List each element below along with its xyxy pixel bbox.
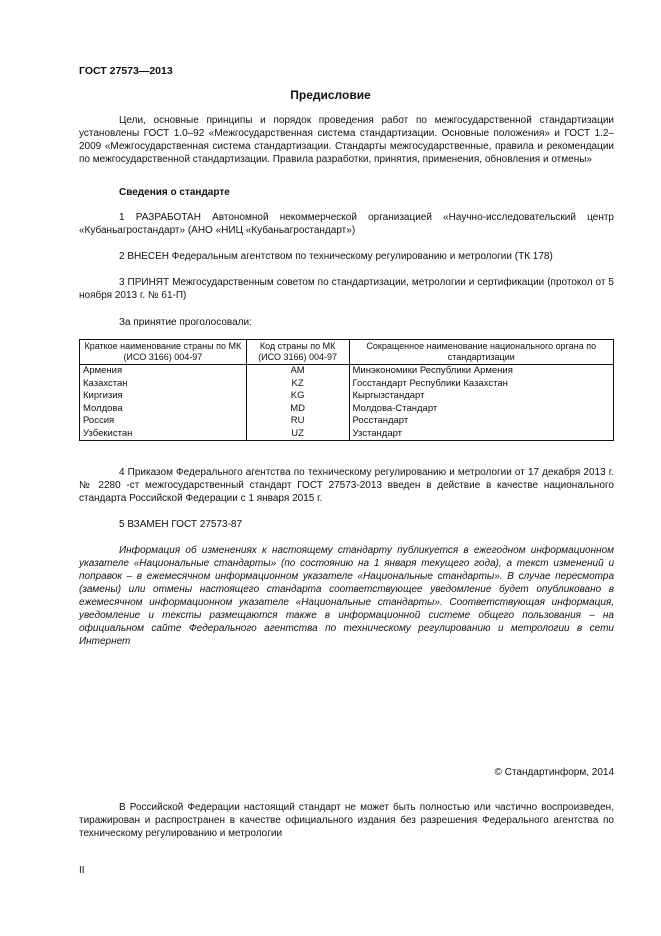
standards-body: Узстандарт xyxy=(349,428,614,441)
country-code: KG xyxy=(246,390,349,403)
item-4-order: 4 Приказом Федерального агентства по техническому регулированию и метрологии от 17 декабря 2013 г. № 2280 -ст межгосударственный стандарт ГОСТ 27573-2013 введен в действие в качестве национального стандарта Российской Федерации с 1 января 2015 г. xyxy=(79,467,614,504)
copyright: © Стандартинформ, 2014 xyxy=(494,767,614,778)
table-row xyxy=(80,415,614,428)
header-standards-body: Сокращенное наименование национального органа по стандартизации xyxy=(349,340,614,365)
page-number: II xyxy=(79,865,85,876)
changes-notice: Информация об изменениях к настоящему стандарту публикуется в ежегодном информационном указателе «Национальные стандарты» (по состоянию на 1 января текущего года), а текст изменений и поправок – в ежемесячном информационном указателе «Национальные стандарты». В случае пересмотра (замены) или отмены настоящего стандарта соответствующее уведомление будет опубликовано в ежемесячном информационном указателе «Национальные стандарты». Соответствующая информация, уведомление и тексты размещаются также в информационной системе общего пользования – на официальном сайте Федерального агентства по техническому регулированию и метрологии в сети Интернет xyxy=(79,545,614,647)
country-code: AM xyxy=(246,365,349,378)
vote-label: За принятие проголосовали: xyxy=(119,317,252,328)
item-5-replaces: 5 ВЗАМЕН ГОСТ 27573-87 xyxy=(119,519,243,530)
document-id-header: ГОСТ 27573—2013 xyxy=(79,65,173,77)
section-title: Сведения о стандарте xyxy=(119,187,230,198)
page-title: Предисловие xyxy=(290,88,371,102)
country-code: KZ xyxy=(246,378,349,391)
item-3-adopted: 3 ПРИНЯТ Межгосударственным советом по стандартизации, метрологии и сертификации (протокол от 5 ноября 2013 г. № 61-П) xyxy=(79,277,614,301)
country-code: RU xyxy=(246,415,349,428)
table-row xyxy=(80,365,614,378)
standards-body: Минэкономики Республики Армения xyxy=(349,365,614,378)
table-row xyxy=(80,390,614,403)
table-header-row xyxy=(80,340,614,365)
intro-paragraph: Цели, основные принципы и порядок проведения работ по межгосударственной стандартизации установлены ГОСТ 1.0–92 «Межгосударственная система стандартизации. Основные положения» и ГОСТ 1.2–2009 «Межгосударственная система стандартизации. Стандарты межгосударственные, правила и рекомендации по межгосударственной стандартизации. Правила разработки, принятия, применения, обновления и отмены» xyxy=(79,115,614,165)
table-row xyxy=(80,378,614,391)
country-name: Россия xyxy=(80,415,247,428)
header-country-code: Код страны по МК (ИСО 3166) 004-97 xyxy=(246,340,349,365)
standards-body: Кыргызстандарт xyxy=(349,390,614,403)
item-2-introduced: 2 ВНЕСЕН Федеральным агентством по техническому регулированию и метрологии (ТК 178) xyxy=(119,251,553,262)
standards-body: Госстандарт Республики Казахстан xyxy=(349,378,614,391)
item-1-developed: 1 РАЗРАБОТАН Автономной некоммерческой организацией «Научно-исследовательский центр «Кубаньагростандарт» (АНО «НИЦ «Кубаньагростандарт») xyxy=(79,212,614,236)
standards-body: Молдова-Стандарт xyxy=(349,403,614,416)
country-name: Молдова xyxy=(80,403,247,416)
table-row xyxy=(80,403,614,416)
country-code: MD xyxy=(246,403,349,416)
header-country-name: Краткое наименование страны по МК (ИСО 3166) 004-97 xyxy=(80,340,247,365)
table-row xyxy=(80,428,614,441)
country-name: Узбекистан xyxy=(80,428,247,441)
legal-notice: В Российской Федерации настоящий стандарт не может быть полностью или частично воспроизведен, тиражирован и распространен в качестве официального издания без разрешения Федерального агентства по техническому регулированию и метрологии xyxy=(79,802,614,839)
standards-body: Росстандарт xyxy=(349,415,614,428)
country-name: Казахстан xyxy=(80,378,247,391)
country-name: Армения xyxy=(80,365,247,378)
voting-table xyxy=(79,339,614,441)
country-code: UZ xyxy=(246,428,349,441)
country-name: Киргизия xyxy=(80,390,247,403)
